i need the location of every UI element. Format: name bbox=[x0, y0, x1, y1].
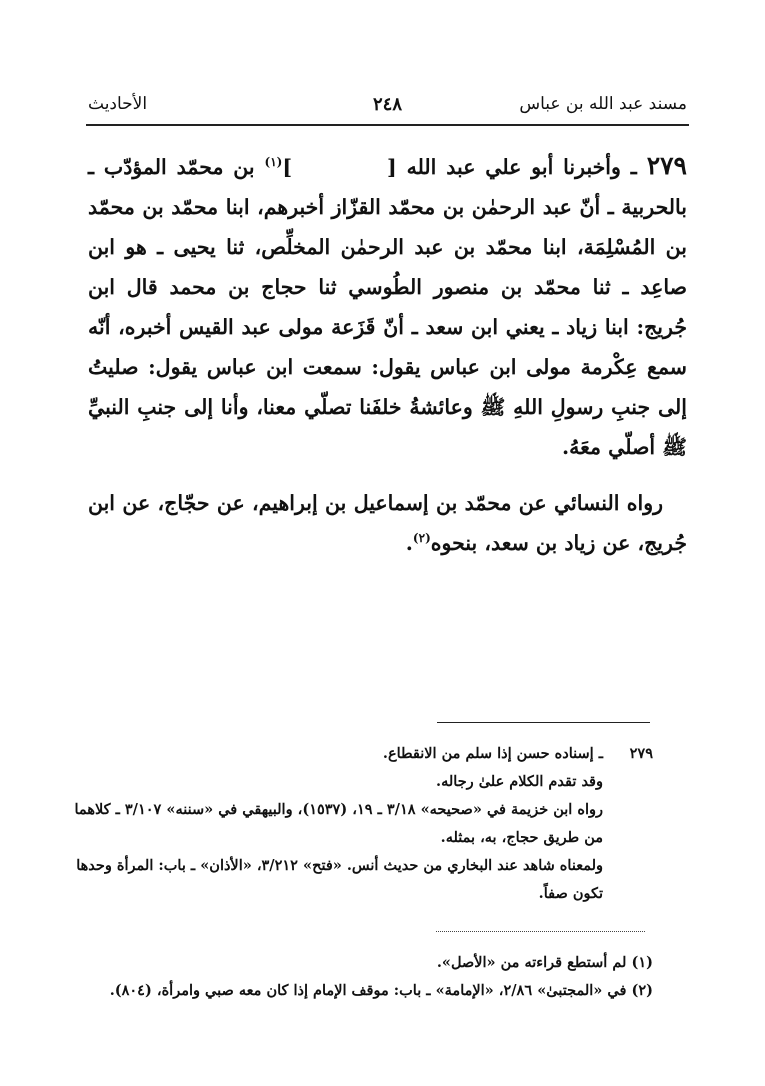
takhrij-paragraph bbox=[88, 483, 687, 563]
notes-rule bbox=[437, 722, 650, 723]
footnote-2: (٢) في «المجتبیٰ» ٢/٨٦، «الإمامة» ـ باب: موقف الإمام إذا كان معه صبي وامرأة، (٨٠٤). bbox=[109, 982, 653, 999]
commentary-number: ٢٧٩ bbox=[629, 745, 653, 762]
footnotes bbox=[78, 949, 653, 1005]
hadith-text bbox=[88, 146, 687, 563]
takhrij-end: . bbox=[405, 531, 413, 555]
hadith-paragraph bbox=[88, 146, 687, 467]
page-number: ٢٤٨ bbox=[372, 94, 403, 115]
hadith-number: ٢٧٩ bbox=[646, 151, 687, 180]
footnote-ref-1[interactable]: (١) bbox=[264, 155, 283, 170]
footnote-1: (١) لم أستطع قراءته من «الأصل». bbox=[436, 954, 653, 971]
commentary-line: ولمعناه شاهد عند البخاري من حديث أنس. «فتح» ٣/٢١٢، «الأذان» ـ باب: المرأة وحدها تكون صفاً. bbox=[76, 857, 603, 902]
footnote-divider bbox=[436, 931, 645, 932]
section-title: الأحاديث bbox=[88, 94, 148, 114]
commentary-body bbox=[68, 740, 603, 908]
commentary-line: ـ إسناده حسن إذا سلم من الانقطاع. bbox=[382, 745, 603, 762]
commentary-line: رواه ابن خزيمة في «صحيحه» ٣/١٨ ـ ١٩، (١٥٣٧)، والبيهقي في «سننه» ٣/١٠٧ ـ كلاهما من طريق حجاج، به، بمثله. bbox=[74, 801, 603, 846]
commentary-line: وقد تقدم الكلام علىٰ رجاله. bbox=[436, 773, 603, 790]
footnote-ref-2[interactable]: (٢) bbox=[412, 531, 431, 546]
hadith-chain-start: ـ وأخبرنا أبو علي عبد الله [ bbox=[387, 155, 637, 179]
takhrij-text: رواه النسائي عن محمّد بن إسماعيل بن إبراهيم، عن حجّاج، عن ابن جُريج، عن زياد بن سعد، بنحوه bbox=[88, 491, 687, 555]
commentary-block bbox=[68, 740, 653, 908]
hadith-commentary bbox=[68, 740, 653, 908]
header-rule bbox=[86, 124, 689, 126]
bracket-close: ] bbox=[282, 155, 293, 179]
running-title: مسند عبد الله بن عباس bbox=[519, 94, 687, 114]
page-header bbox=[88, 94, 687, 124]
hadith-body: بن محمّد المؤدّب ـ بالحربية ـ أنّ عبد الرحمٰن بن محمّد القزّاز أخبرهم، ابنا محمّد بن محمّد بن المُسْلِمَة، ابنا محمّد بن عبد الرحمٰن المخلِّص، ثنا يحيى ـ هو ابن صاعِد ـ ثنا محمّد بن منصور الطُوسي ثنا حجاج بن محمد قال ابن جُريج: ابنا زياد ـ يعني ابن سعد ـ أنّ قَزَعة مولى عبد القيس أخبره، أنّه سمع عِكْرمة مولى ابن عباس يقول: سمعت ابن عباس يقول: صليتُ إلى جنبِ رسولِ اللهِ ﷺ وعائشةُ خلفَنا تصلّي معنا، وأنا إلى جنبِ النبيِّ ﷺ أصلّي معَهُ. bbox=[88, 155, 687, 459]
